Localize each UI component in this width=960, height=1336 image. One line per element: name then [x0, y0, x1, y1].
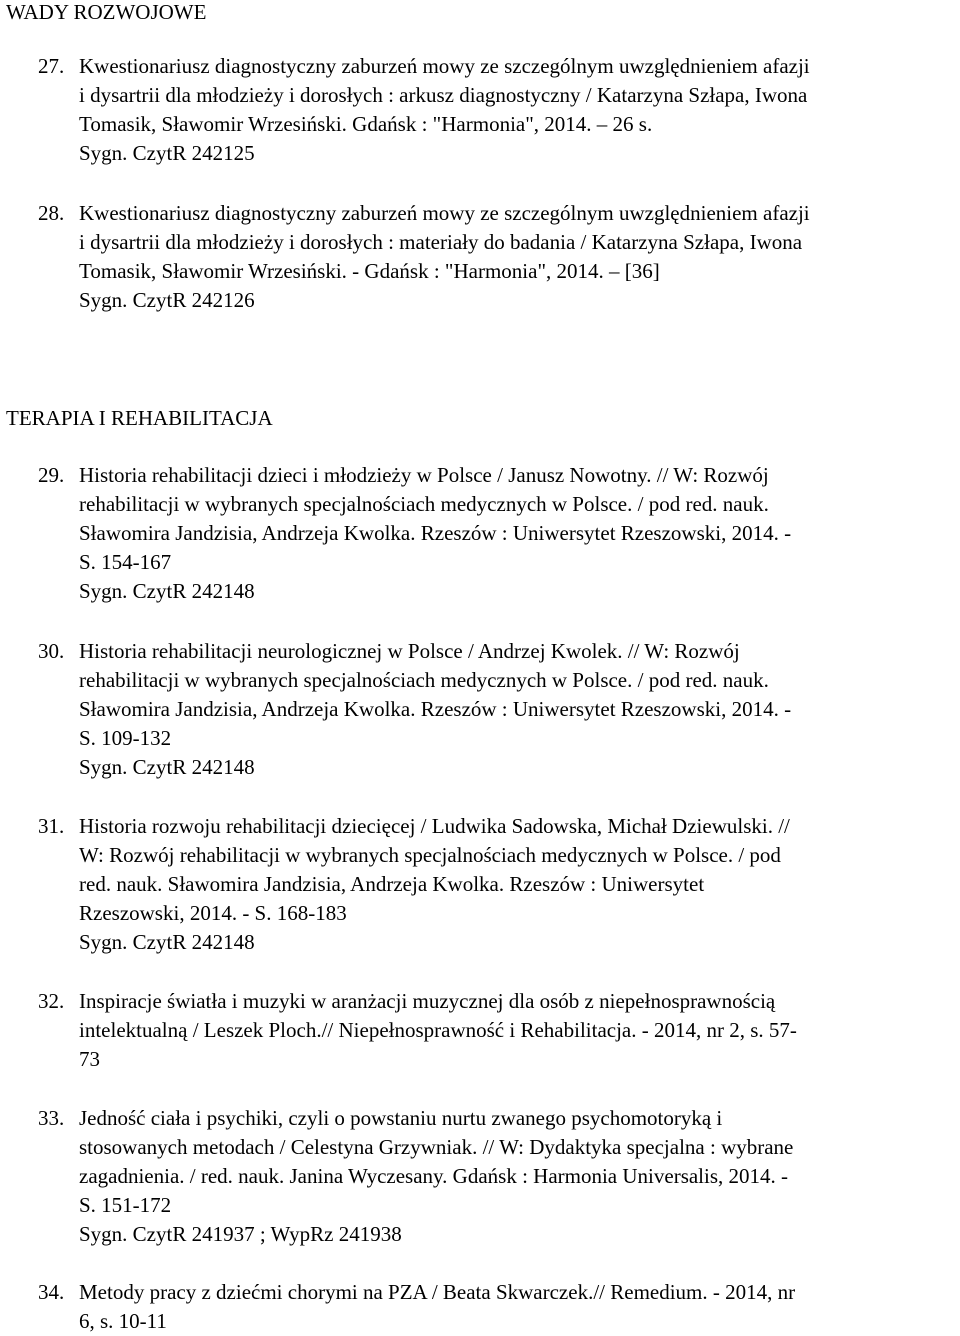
bibliography-entry-32 [38, 987, 958, 1074]
entry-text-line: Inspiracje światła i muzyki w aranżacji muzycznej dla osób z niepełnosprawnością [79, 989, 776, 1013]
entry-number: 33. [38, 1106, 65, 1130]
bibliography-entry-29 [38, 461, 958, 606]
entry-text-line: intelektualną / Leszek Ploch.// Niepełnosprawność i Rehabilitacja. - 2014, nr 2, s. 57- [79, 1018, 797, 1042]
entry-number: 27. [38, 54, 65, 78]
entry-number: 28. [38, 201, 65, 225]
entry-text-line: Sławomira Jandzisia, Andrzeja Kwolka. Rzeszów : Uniwersytet Rzeszowski, 2014. - [79, 521, 792, 545]
bibliography-entry-34 [38, 1278, 958, 1336]
entry-number: 34. [38, 1280, 65, 1304]
entry-text-line: rehabilitacji w wybranych specjalnościach medycznych w Polsce. / pod red. nauk. [79, 492, 769, 516]
shelfmark: Sygn. CzytR 241937 ; WypRz 241938 [79, 1222, 402, 1246]
entry-number: 30. [38, 639, 65, 663]
entry-text-line: Sławomira Jandzisia, Andrzeja Kwolka. Rzeszów : Uniwersytet Rzeszowski, 2014. - [79, 697, 792, 721]
entry-text-line: Kwestionariusz diagnostyczny zaburzeń mowy ze szczególnym uwzględnieniem afazji [79, 54, 810, 78]
entry-text-line: Metody pracy z dziećmi chorymi na PZA / Beata Skwarczek.// Remedium. - 2014, nr [79, 1280, 796, 1304]
entry-text-line: S. 109-132 [79, 726, 172, 750]
entry-text-line: W: Rozwój rehabilitacji w wybranych specjalnościach medycznych w Polsce. / pod [79, 843, 781, 867]
bibliography-entry-33 [38, 1104, 958, 1249]
entry-text-line: zagadnienia. / red. nauk. Janina Wyczesany. Gdańsk : Harmonia Universalis, 2014. - [79, 1164, 789, 1188]
section-heading-wady: WADY ROZWOJOWE [6, 0, 207, 24]
entry-text-line: 6, s. 10-11 [79, 1309, 167, 1333]
bibliography-entry-31 [38, 812, 958, 957]
entry-text-line: 73 [79, 1047, 100, 1071]
entry-text-line: i dysartrii dla młodzieży i dorosłych : materiały do badania / Katarzyna Szłapa, Iwona [79, 230, 803, 254]
bibliography-entry-30 [38, 637, 958, 782]
entry-text-line: Rzeszowski, 2014. - S. 168-183 [79, 901, 347, 925]
entry-number: 32. [38, 989, 65, 1013]
shelfmark: Sygn. CzytR 242126 [79, 288, 255, 312]
shelfmark: Sygn. CzytR 242148 [79, 579, 255, 603]
entry-text-line: Kwestionariusz diagnostyczny zaburzeń mowy ze szczególnym uwzględnieniem afazji [79, 201, 810, 225]
entry-text-line: Jedność ciała i psychiki, czyli o powstaniu nurtu zwanego psychomotoryką i [79, 1106, 723, 1130]
entry-number: 29. [38, 463, 65, 487]
entry-text-line: Historia rehabilitacji neurologicznej w Polsce / Andrzej Kwolek. // W: Rozwój [79, 639, 740, 663]
entry-text-line: Historia rehabilitacji dzieci i młodzieży w Polsce / Janusz Nowotny. // W: Rozwój [79, 463, 769, 487]
entry-text-line: S. 151-172 [79, 1193, 172, 1217]
entry-text-line: Tomasik, Sławomir Wrzesiński. Gdańsk : "Harmonia", 2014. – 26 s. [79, 112, 653, 136]
section-heading-terapia: TERAPIA I REHABILITACJA [6, 406, 273, 430]
entry-text-line: Historia rozwoju rehabilitacji dziecięcej / Ludwika Sadowska, Michał Dziewulski. // [79, 814, 790, 838]
shelfmark: Sygn. CzytR 242125 [79, 141, 255, 165]
bibliography-entry-28 [38, 199, 958, 315]
shelfmark: Sygn. CzytR 242148 [79, 755, 255, 779]
bibliography-entry-27 [38, 52, 958, 168]
shelfmark: Sygn. CzytR 242148 [79, 930, 255, 954]
entry-text-line: i dysartrii dla młodzieży i dorosłych : arkusz diagnostyczny / Katarzyna Szłapa, Iwona [79, 83, 808, 107]
entry-text-line: Tomasik, Sławomir Wrzesiński. - Gdańsk : "Harmonia", 2014. – [36] [79, 259, 660, 283]
entry-text-line: stosowanych metodach / Celestyna Grzywniak. // W: Dydaktyka specjalna : wybrane [79, 1135, 794, 1159]
entry-text-line: S. 154-167 [79, 550, 172, 574]
entry-number: 31. [38, 814, 65, 838]
entry-text-line: rehabilitacji w wybranych specjalnościach medycznych w Polsce. / pod red. nauk. [79, 668, 769, 692]
entry-text-line: red. nauk. Sławomira Jandzisia, Andrzeja Kwolka. Rzeszów : Uniwersytet [79, 872, 705, 896]
